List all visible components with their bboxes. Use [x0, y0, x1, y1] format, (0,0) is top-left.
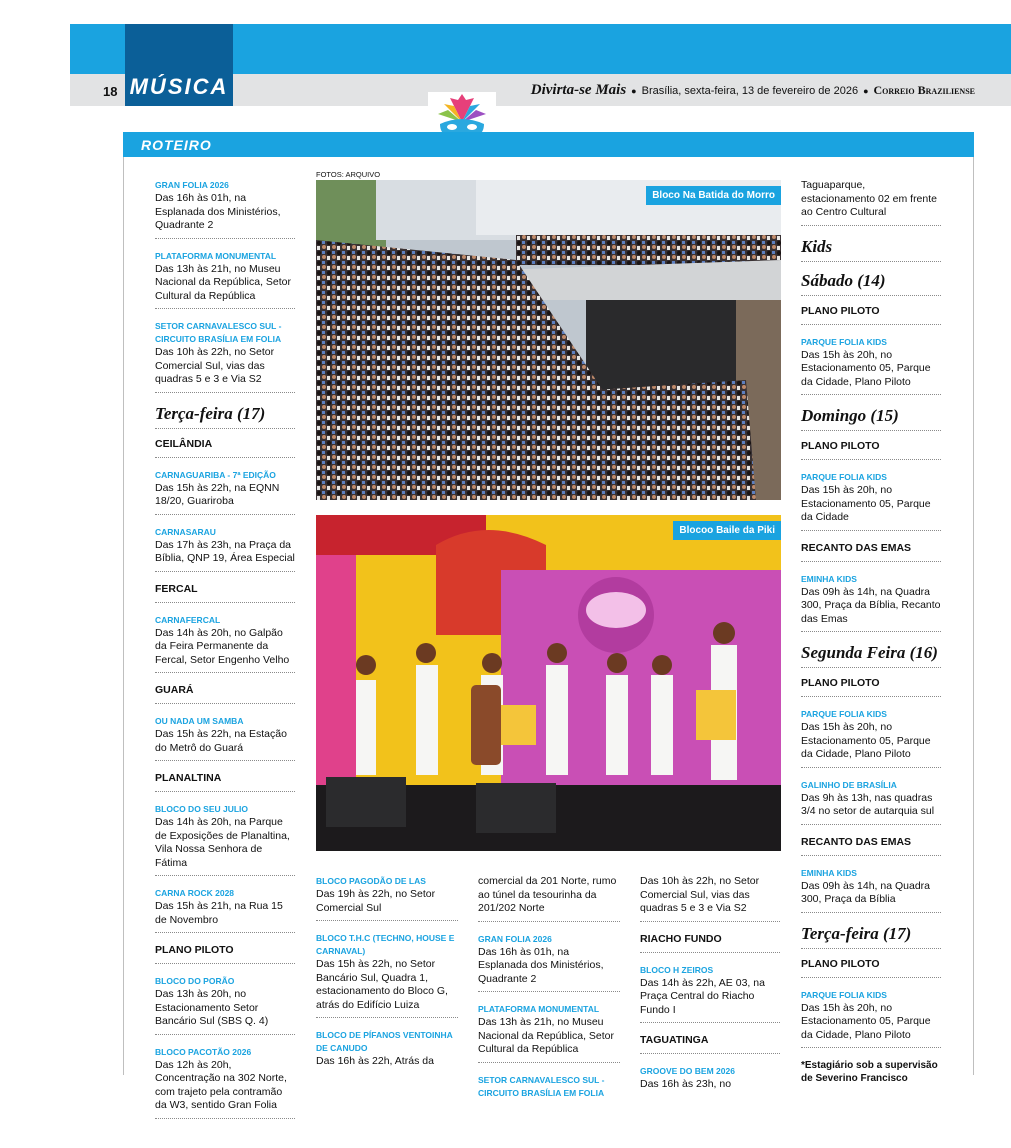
stage-photo-illustration [316, 515, 781, 851]
event-details: Das 16h às 01h, na Esplanada dos Ministérios, Quadrante 2 [478, 945, 604, 985]
issue-line [531, 82, 975, 99]
event-details: Das 15h às 21h, na Rua 15 de Novembro [155, 900, 283, 926]
column-4 [640, 875, 780, 1108]
section-tab [125, 24, 233, 106]
event-details: Das 13h às 20h, no Estacionamento Setor Bancário Sul (SBS Q. 4) [155, 988, 269, 1027]
list-item [155, 803, 295, 876]
region-heading: RIACHO FUNDO [640, 933, 780, 953]
day-heading: Segunda Feira (16) [801, 643, 941, 668]
list-item [155, 975, 295, 1035]
event-details: Das 15h às 22h, na EQNN 18/20, Guariroba [155, 481, 280, 507]
region-heading: RECANTO DAS EMAS [801, 542, 941, 562]
section-title: MÚSICA [129, 74, 229, 99]
event-details: Das 10h às 22h, no Setor Comercial Sul, vias das quadras 5 e 3 e Via S2 [155, 346, 275, 385]
region-heading: TAGUATINGA [640, 1034, 780, 1054]
list-item [801, 573, 941, 633]
roteiro-title: ROTEIRO [141, 137, 212, 153]
event-title: PARQUE FOLIA KIDS [801, 989, 887, 1000]
region-heading: PLANO PILOTO [155, 944, 295, 964]
event-details: Das 16h às 23h, no [640, 1078, 732, 1090]
event-title: EMINHA KIDS [801, 867, 857, 878]
event-details: Das 14h às 20h, na Parque de Exposições de Planaltina, Vila Nossa Senhora de Fátima [155, 816, 290, 869]
event-details: Das 15h às 22h, no Setor Bancário Sul, Quadra 1, estacionamento do Bloco G, atrás do Edifício Luiza [316, 958, 448, 1011]
column-1 [155, 179, 295, 1130]
event-title: GALINHO DE BRASÍLIA [801, 779, 897, 790]
event-title: PLATAFORMA MONUMENTAL [478, 1004, 600, 1014]
list-item [316, 932, 458, 1018]
list-item [478, 1074, 620, 1105]
list-item [316, 1029, 458, 1074]
event-details: Das 09h às 14h, na Quadra 300, Praça da Bíblia [801, 879, 931, 905]
column-5 [801, 179, 941, 1085]
list-item [155, 715, 295, 761]
list-item [640, 964, 780, 1024]
event-details: Das 9h às 13h, nas quadras 3/4 no setor de autarquia sul [801, 791, 935, 817]
event-title: BLOCO DE PÍFANOS VENTOINHA DE CANUDO [316, 1030, 453, 1053]
list-item [478, 933, 620, 993]
event-title: SETOR CARNAVALESCO SUL - CIRCUITO BRASÍLIA EM FOLIA [478, 1074, 605, 1098]
region-heading: PLANO PILOTO [801, 305, 941, 325]
bullet-icon: ● [631, 85, 637, 96]
event-details: Das 15h às 20h, no Estacionamento 05, Parque da Cidade [801, 484, 931, 523]
event-details: Das 13h às 21h, no Museu Nacional da República, Setor Cultural da República [478, 1016, 614, 1055]
event-title: CARNAFERCAL [155, 614, 221, 625]
list-item [155, 469, 295, 515]
event-details: Das 15h às 20h, no Estacionamento 05, Parque da Cidade, Plano Piloto [801, 1001, 931, 1041]
event-title: CARNASARAU [155, 526, 216, 537]
event-details-continued: Das 10h às 22h, no Setor Comercial Sul, vias das quadras 5 e 3 e Via S2 [640, 875, 780, 922]
event-title: OU NADA UM SAMBA [155, 716, 244, 726]
newspaper-name: Correio Braziliense [873, 83, 975, 97]
event-title: GRAN FOLIA 2026 [478, 933, 552, 944]
day-heading: Terça-feira (17) [801, 924, 941, 949]
event-details-continued: comercial da 201 Norte, rumo ao túnel da tesourinha da 201/202 Norte [478, 875, 620, 922]
list-item [155, 320, 295, 393]
region-heading: PLANO PILOTO [801, 958, 941, 978]
left-rule [123, 157, 124, 1075]
kids-heading: Kids [801, 237, 941, 262]
region-heading: PLANALTINA [155, 772, 295, 792]
region-heading: RECANTO DAS EMAS [801, 836, 941, 856]
event-details: Das 15h às 22h, na Estação do Metrô do Guará [155, 728, 287, 754]
supplement-name: Divirta-se Mais [530, 82, 627, 98]
right-rule [973, 157, 974, 1075]
photo-crowd [316, 180, 781, 500]
list-item [155, 887, 295, 933]
event-details: Das 15h às 20h, no Estacionamento 05, Parque da Cidade, Plano Piloto [801, 721, 931, 760]
region-heading: CEILÂNDIA [155, 438, 295, 458]
list-item [801, 471, 941, 531]
photo-stage [316, 515, 781, 851]
event-details-continued: Taguaparque, estacionamento 02 em frente ao Centro Cultural [801, 179, 941, 226]
list-item [801, 708, 941, 768]
event-title: BLOCO H ZEIROS [640, 964, 714, 975]
list-item [801, 989, 941, 1049]
event-title: GROOVE DO BEM 2026 [640, 1066, 735, 1076]
event-title: BLOCO PACOTÃO 2026 [155, 1046, 252, 1057]
event-details: Das 14h às 20h, no Galpão da Feira Permanente da Fercal, Setor Engenho Velho [155, 626, 290, 666]
region-heading: PLANO PILOTO [801, 440, 941, 460]
event-title: SETOR CARNAVALESCO SUL - CIRCUITO BRASÍLIA EM FOLIA [155, 321, 282, 344]
event-details: Das 17h às 23h, na Praça da Bíblia, QNP 19, Área Especial [155, 538, 295, 564]
list-item [478, 1003, 620, 1063]
event-details: Das 09h às 14h, na Quadra 300, Praça da Bíblia, Recanto das Emas [801, 585, 941, 625]
dateline: Brasília, sexta-feira, 13 de fevereiro de 2026 [641, 84, 859, 97]
event-title: CARNAGUARIBA - 7ª EDIÇÃO [155, 469, 276, 480]
event-title: PARQUE FOLIA KIDS [801, 472, 887, 482]
photo-caption: Bloco Na Batida do Morro [646, 186, 781, 205]
day-heading: Terça-feira (17) [155, 404, 295, 429]
event-details: Das 16h às 01h, na Esplanada dos Ministérios, Quadrante 2 [155, 192, 281, 231]
event-details: Das 13h às 21h, no Museu Nacional da República, Setor Cultural da República [155, 262, 291, 302]
editor-note: *Estagiário sob a supervisão de Severino Francisco [801, 1060, 938, 1084]
event-title: PLATAFORMA MONUMENTAL [155, 250, 277, 261]
event-title: BLOCO DO SEU JULIO [155, 804, 249, 814]
list-item [801, 779, 941, 825]
event-title: BLOCO T.H.C (TECHNO, HOUSE E CARNAVAL) [316, 933, 455, 956]
photo-credit: FOTOS: ARQUIVO [316, 170, 381, 179]
list-item [155, 179, 295, 239]
list-item [155, 526, 295, 572]
page-number: 18 [103, 84, 118, 99]
list-item [155, 250, 295, 310]
roteiro-bar [123, 132, 974, 157]
list-item [801, 867, 941, 913]
event-title: CARNA ROCK 2028 [155, 888, 235, 898]
event-title: EMINHA KIDS [801, 573, 857, 584]
event-details: Das 14h às 22h, AE 03, na Praça Central do Riacho Fundo I [640, 976, 765, 1016]
event-details: Das 12h às 20h, Concentração na 302 Norte, com trajeto pela contramão da W3, sentido Gran Folia [155, 1058, 287, 1111]
event-title: GRAN FOLIA 2026 [155, 180, 229, 190]
list-item [640, 1065, 780, 1097]
event-details: Das 19h às 22h, no Setor Comercial Sul [316, 888, 436, 914]
list-item [801, 336, 941, 396]
list-item [155, 1046, 295, 1119]
crowd-photo-illustration [316, 180, 781, 500]
day-heading: Sábado (14) [801, 271, 941, 296]
event-details: Das 16h às 22h, Atrás da [316, 1055, 434, 1067]
event-title: PARQUE FOLIA KIDS [801, 336, 887, 347]
column-3 [478, 875, 620, 1116]
region-heading: PLANO PILOTO [801, 677, 941, 697]
bullet-icon: ● [863, 85, 869, 96]
list-item [316, 875, 458, 921]
event-title: BLOCO DO PORÃO [155, 976, 235, 986]
column-2 [316, 875, 458, 1085]
event-title: PARQUE FOLIA KIDS [801, 709, 887, 719]
photo-caption: Blocoo Baile da Piki [673, 521, 781, 540]
region-heading: GUARÁ [155, 684, 295, 704]
event-title: BLOCO PAGODÃO DE LAS [316, 876, 426, 886]
event-details: Das 15h às 20h, no Estacionamento 05, Parque da Cidade, Plano Piloto [801, 348, 931, 388]
day-heading: Domingo (15) [801, 406, 941, 431]
region-heading: FERCAL [155, 583, 295, 603]
list-item [155, 614, 295, 674]
